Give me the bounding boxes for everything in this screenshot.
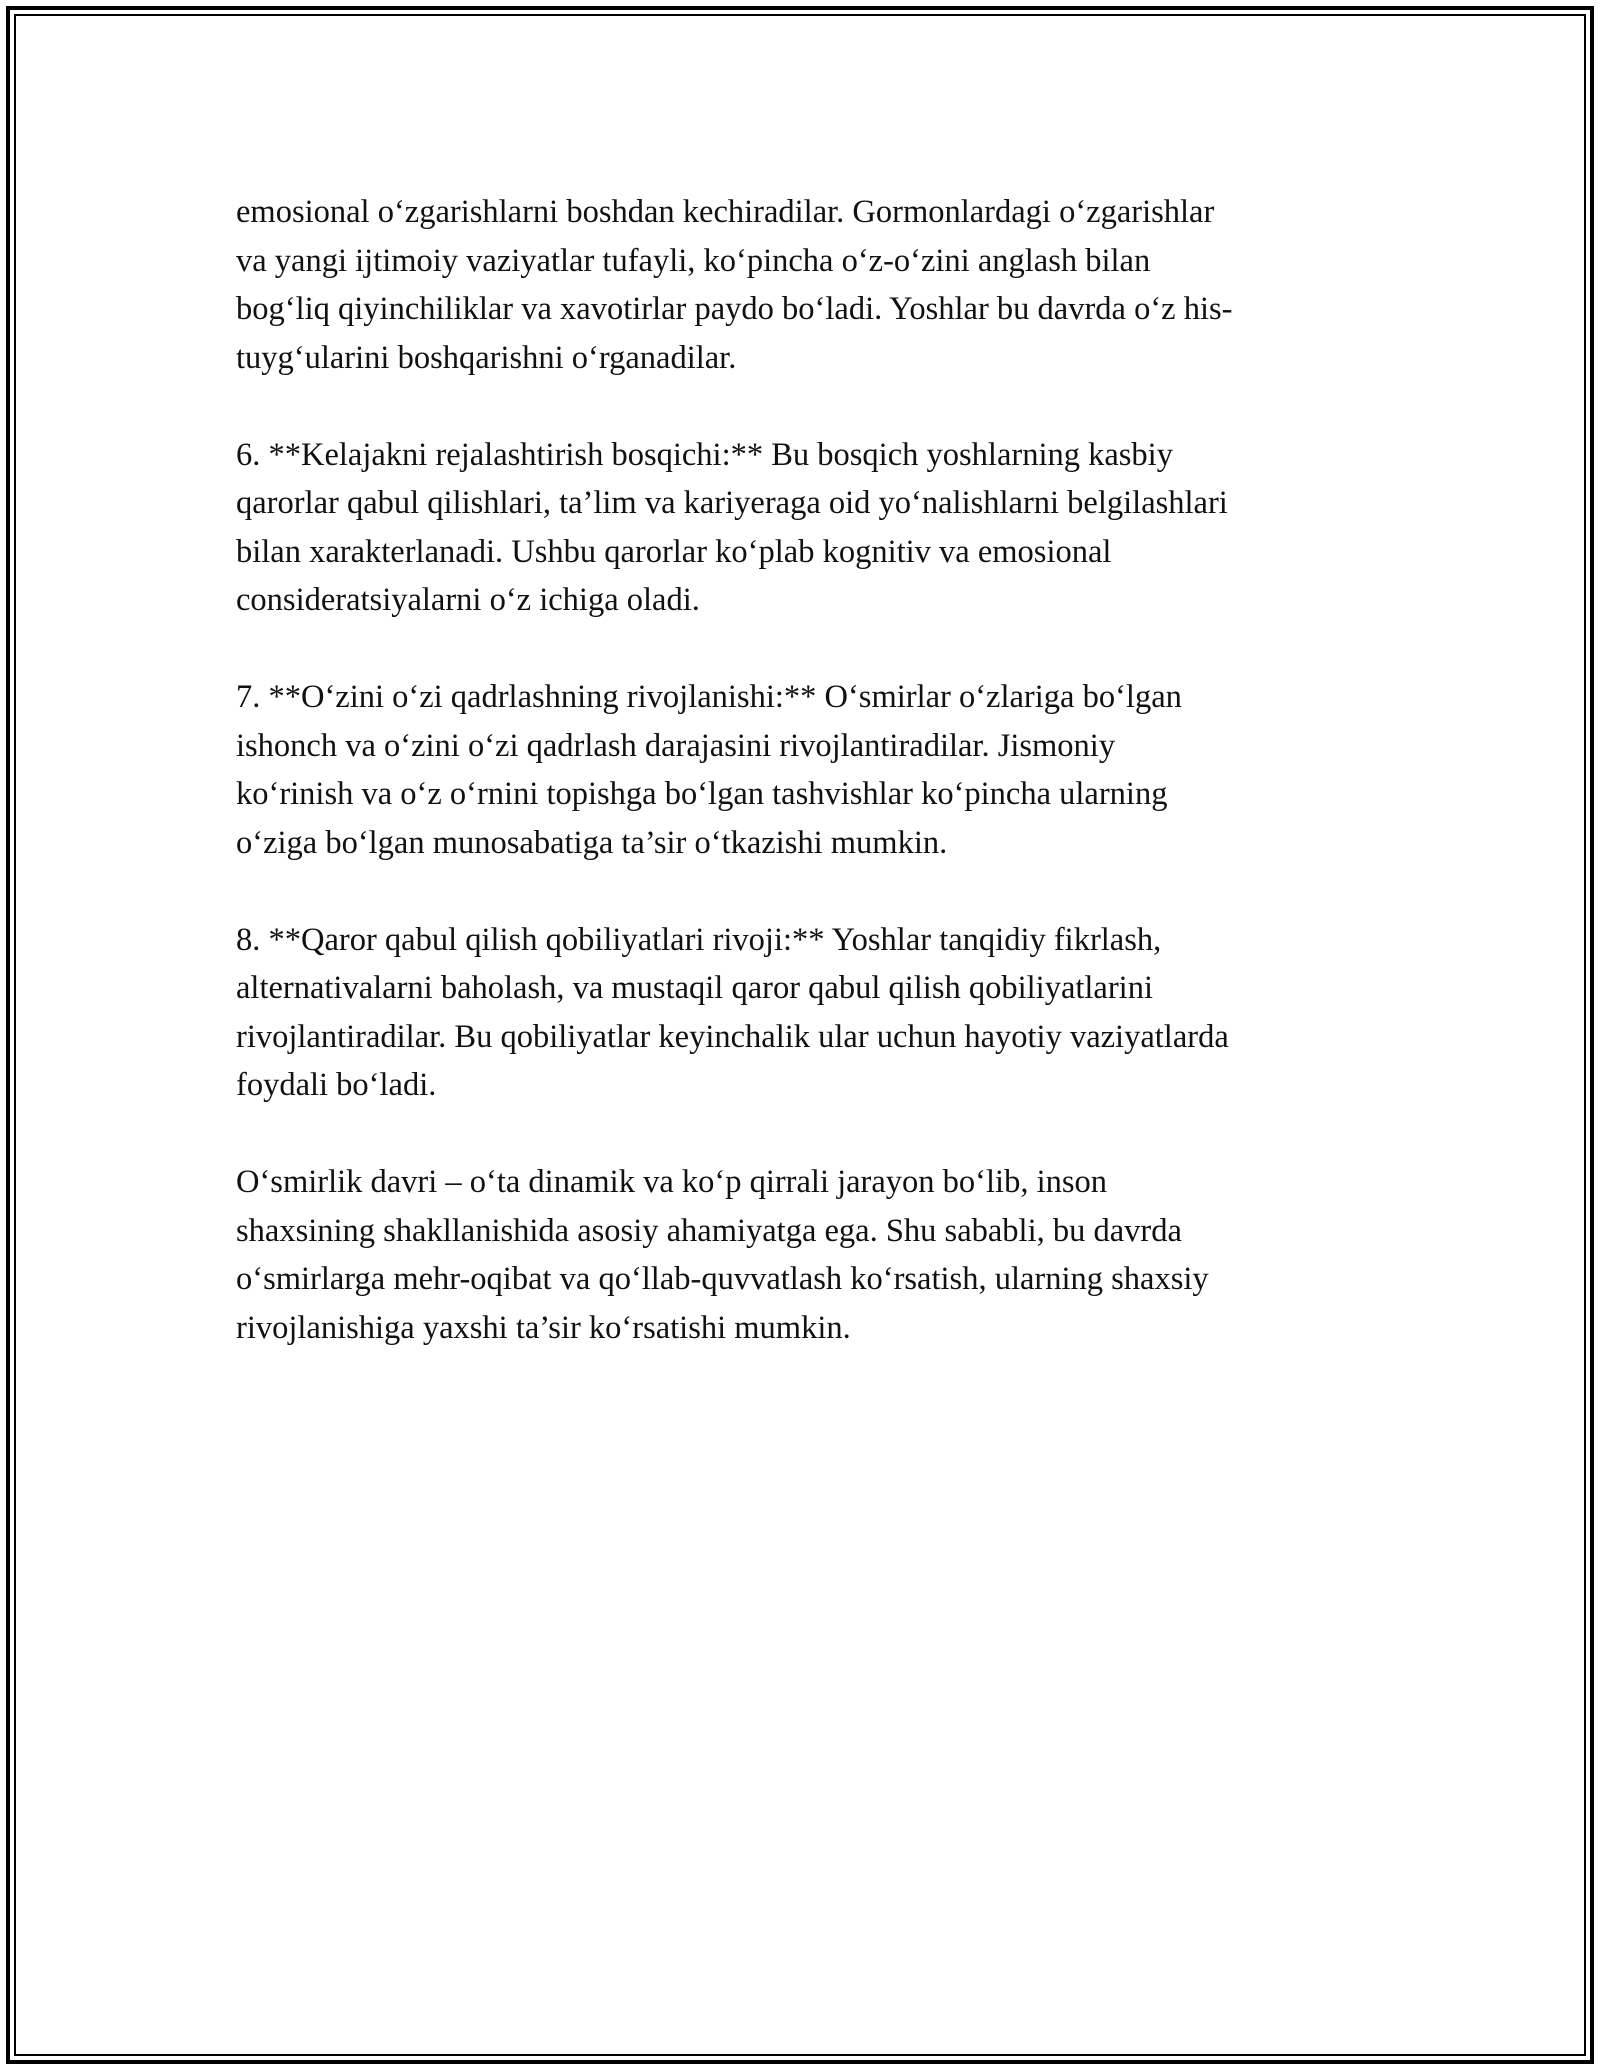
text-line: emosional o‘zgarishlarni boshdan kechiradilar. Gormonlardagi o‘zgarishlar xyxy=(236,194,1215,230)
text-line: rivojlanishiga yaxshi ta’sir ko‘rsatishi mumkin. xyxy=(236,1309,851,1346)
document-body xyxy=(236,188,1366,1401)
paragraph-item-7 xyxy=(236,673,1366,867)
text-line: rivojlantiradilar. Bu qobiliyatlar keyinchalik ular uchun hayotiy vaziyatlarda xyxy=(236,1018,1229,1055)
text-line: alternativalarni baholash, va mustaqil qaror qabul qilish qobiliyatlarini xyxy=(236,970,1153,1006)
text-line: 6. **Kelajakni rejalashtirish bosqichi:** Bu bosqich yoshlarning kasbiy xyxy=(236,436,1173,473)
text-line: ishonch va o‘zini o‘zi qadrlash darajasini rivojlantiradilar. Jismoniy xyxy=(236,727,1116,764)
paragraph-item-8 xyxy=(236,916,1366,1110)
text-line: bilan xarakterlanadi. Ushbu qarorlar ko‘plab kognitiv va emosional xyxy=(236,533,1112,570)
text-line: o‘ziga bo‘lgan munosabatiga ta’sir o‘tkazishi mumkin. xyxy=(236,824,948,861)
text-line: shaxsining shakllanishida asosiy ahamiyatga ega. Shu sababli, bu davrda xyxy=(236,1212,1182,1249)
text-line: o‘smirlarga mehr-oqibat va qo‘llab-quvvatlash ko‘rsatish, ularning shaxsiy xyxy=(236,1261,1209,1297)
text-line: 8. **Qaror qabul qilish qobiliyatlari rivoji:** Yoshlar tanqidiy fikrlash, xyxy=(236,921,1162,958)
paragraph-item-6 xyxy=(236,431,1366,625)
text-line: tuyg‘ularini boshqarishni o‘rganadilar. xyxy=(236,339,737,376)
text-line: consideratsiyalarni o‘z ichiga oladi. xyxy=(236,582,700,618)
text-line: va yangi ijtimoiy vaziyatlar tufayli, ko‘pincha o‘z-o‘zini anglash bilan xyxy=(236,242,1151,279)
text-line: bog‘liq qiyinchiliklar va xavotirlar paydo bo‘ladi. Yoshlar bu davrda o‘z his- xyxy=(236,291,1233,327)
paragraph-emotional-changes xyxy=(236,188,1366,382)
text-line: foydali bo‘ladi. xyxy=(236,1067,437,1103)
text-line: O‘smirlik davri – o‘ta dinamik va ko‘p qirrali jarayon bo‘lib, inson xyxy=(236,1164,1107,1200)
paragraph-conclusion xyxy=(236,1158,1366,1352)
text-line: 7. **O‘zini o‘zi qadrlashning rivojlanishi:** O‘smirlar o‘zlariga bo‘lgan xyxy=(236,679,1182,715)
text-line: qarorlar qabul qilishlari, ta’lim va kariyeraga oid yo‘nalishlarni belgilashlari xyxy=(236,485,1228,521)
text-line: ko‘rinish va o‘z o‘rnini topishga bo‘lgan tashvishlar ko‘pincha ularning xyxy=(236,776,1168,812)
